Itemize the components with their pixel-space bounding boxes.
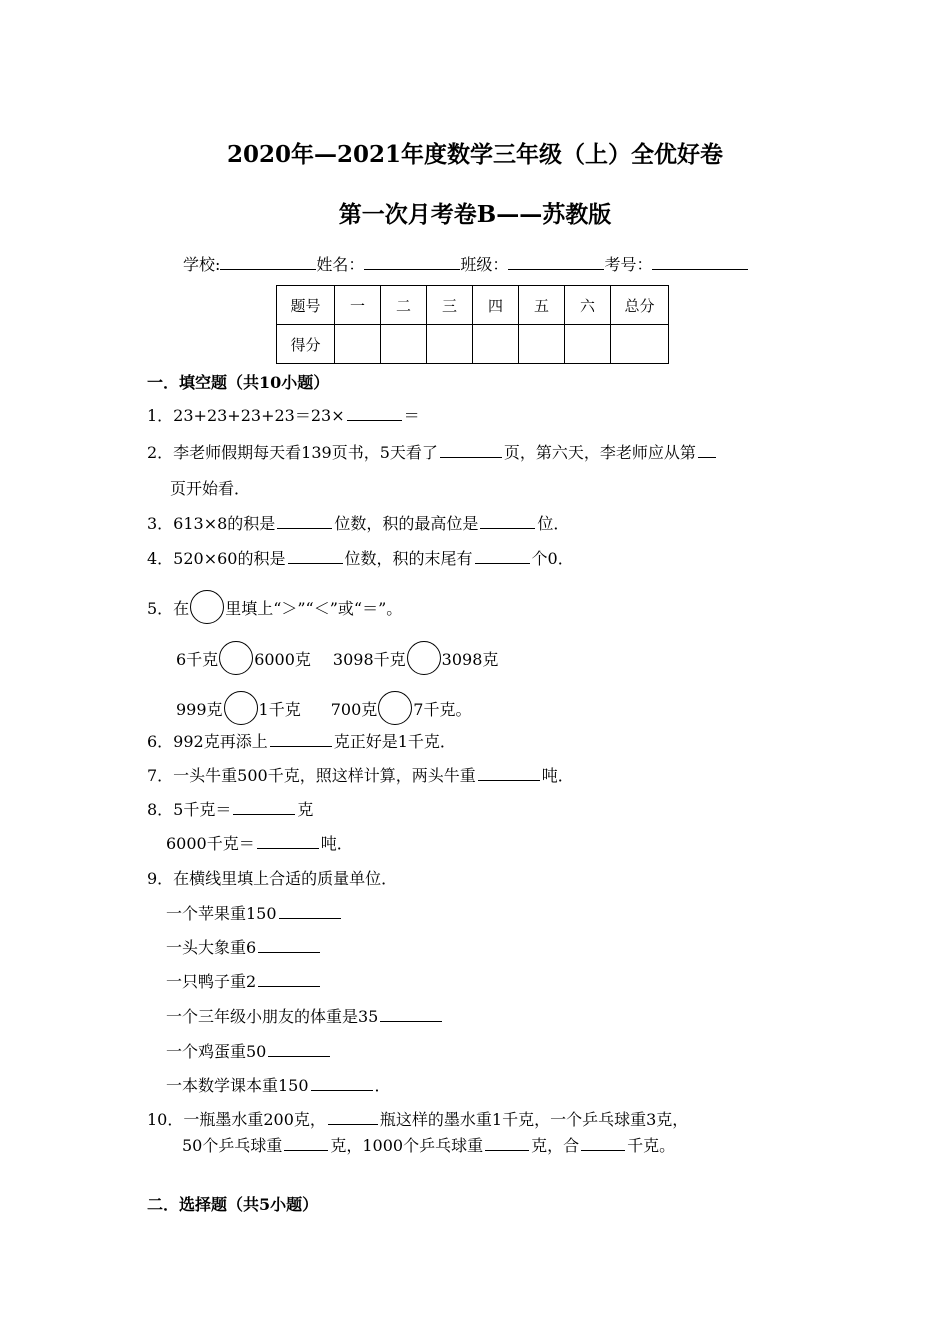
question-text: 页，第六天，李老师应从第: [503, 443, 696, 462]
question-text: 一本数学课本重150: [166, 1076, 309, 1095]
question-9-item: [166, 1039, 332, 1062]
score-cell[interactable]: [473, 325, 519, 364]
answer-blank[interactable]: [258, 938, 320, 953]
section-heading-fill-blank: 一．填空题（共10小题）: [147, 373, 330, 392]
question-text: 1．23+23+23+23＝23×: [147, 406, 345, 425]
name-blank[interactable]: [364, 255, 460, 270]
question-text: 克，合: [531, 1136, 580, 1155]
school-label: 学校:: [183, 255, 221, 274]
question-text: 3098克: [441, 650, 499, 669]
page-title: 2020年—2021年度数学三年级（上）全优好卷: [226, 141, 724, 168]
question-8: [147, 797, 313, 820]
question-1: [147, 403, 420, 426]
score-cell[interactable]: [519, 325, 565, 364]
question-text: 6千克: [176, 650, 219, 669]
question-text: 位数，积的末尾有: [344, 549, 473, 568]
section-heading-multiple-choice: 二．选择题（共5小题）: [147, 1195, 319, 1214]
question-5-row-2: [176, 691, 471, 725]
question-text: 千克。: [627, 1136, 676, 1155]
circle-blank[interactable]: [378, 691, 412, 725]
question-text: ．: [374, 1076, 391, 1095]
score-cell[interactable]: [427, 325, 473, 364]
answer-blank[interactable]: [478, 766, 540, 781]
question-9-item: [166, 1073, 391, 1096]
score-cell[interactable]: [381, 325, 427, 364]
score-cell[interactable]: [565, 325, 611, 364]
circle-blank[interactable]: [219, 641, 253, 675]
question-text: 3098千克: [332, 650, 406, 669]
question-5-row-1: [176, 641, 498, 675]
header-cell: 二: [381, 286, 427, 325]
question-text: 里填上“＞”“＜”或“＝”。: [225, 599, 403, 618]
question-8-cont: [166, 831, 353, 854]
question-text: 一个苹果重150: [166, 904, 277, 923]
answer-blank[interactable]: [475, 549, 530, 564]
question-text: 999克: [176, 700, 223, 719]
answer-blank[interactable]: [380, 1007, 442, 1022]
student-info-line: [183, 252, 748, 275]
circle-blank[interactable]: [224, 691, 258, 725]
class-blank[interactable]: [508, 255, 604, 270]
answer-blank[interactable]: [233, 800, 295, 815]
question-5: [147, 590, 402, 624]
question-text: 克，1000个乒乓球重: [330, 1136, 484, 1155]
header-cell: 一: [335, 286, 381, 325]
question-text: 一头大象重6: [166, 938, 257, 957]
header-cell: 总分: [611, 286, 669, 325]
question-text: 7千克。: [413, 700, 472, 719]
question-text: 2．李老师假期每天看139页书，5天看了: [147, 443, 438, 462]
header-cell: 六: [565, 286, 611, 325]
question-9-item: [166, 935, 322, 958]
answer-blank[interactable]: [284, 1136, 328, 1151]
question-2-cont: 页开始看．: [170, 479, 251, 498]
question-10-cont: [182, 1133, 675, 1156]
answer-blank[interactable]: [268, 1042, 330, 1057]
answer-blank[interactable]: [581, 1136, 625, 1151]
class-label: 班级：: [460, 255, 509, 274]
header-cell: 三: [427, 286, 473, 325]
question-text: 5．在: [147, 599, 190, 618]
answer-blank[interactable]: [277, 514, 332, 529]
question-text: 6000千克＝: [166, 834, 255, 853]
question-text: 瓶这样的墨水重1千克，一个乒乓球重3克，: [379, 1110, 689, 1129]
question-text: 吨．: [541, 766, 574, 785]
answer-blank[interactable]: [311, 1076, 373, 1091]
answer-blank[interactable]: [480, 514, 535, 529]
question-3: [147, 511, 569, 534]
question-text: 一个鸡蛋重50: [166, 1042, 267, 1061]
question-7: [147, 763, 574, 786]
question-text: 50个乒乓球重: [182, 1136, 283, 1155]
question-text: 一个三年级小朋友的体重是35: [166, 1007, 379, 1026]
answer-blank[interactable]: [485, 1136, 529, 1151]
question-text: 一只鸭子重2: [166, 972, 257, 991]
score-table: [276, 285, 669, 364]
score-table-header-row: [277, 286, 669, 325]
question-text: 克正好是1千克．: [333, 732, 456, 751]
answer-blank[interactable]: [288, 549, 343, 564]
exam-no-label: 考号：: [604, 255, 653, 274]
exam-no-blank[interactable]: [652, 255, 748, 270]
question-text: 8．5千克＝: [147, 800, 232, 819]
question-text: 吨．: [320, 834, 353, 853]
answer-blank[interactable]: [258, 972, 320, 987]
answer-blank[interactable]: [328, 1110, 378, 1125]
question-9-item: [166, 1004, 444, 1027]
question-text: 个0．: [531, 549, 574, 568]
page-subtitle: 第一次月考卷B——苏教版: [338, 201, 612, 228]
question-text: 700克: [330, 700, 378, 719]
question-text: 10．一瓶墨水重200克，: [147, 1110, 326, 1129]
score-label-cell: 得分: [277, 325, 335, 364]
question-6: [147, 729, 456, 752]
question-text: 位．: [537, 514, 570, 533]
question-text: ＝: [403, 406, 420, 425]
question-text: 7．一头牛重500千克，照这样计算，两头牛重: [147, 766, 476, 785]
header-cell: 题号: [277, 286, 335, 325]
question-text: 6000克: [254, 650, 311, 669]
question-9-item: [166, 901, 343, 924]
answer-blank[interactable]: [698, 443, 716, 458]
question-text: 3．613×8的积是: [147, 514, 276, 533]
answer-blank[interactable]: [440, 443, 502, 458]
answer-blank[interactable]: [257, 834, 319, 849]
question-text: 1千克: [258, 700, 301, 719]
school-blank[interactable]: [220, 255, 316, 270]
answer-blank[interactable]: [347, 406, 402, 421]
question-4: [147, 546, 574, 569]
name-label: 姓名：: [316, 255, 365, 274]
header-cell: 四: [473, 286, 519, 325]
score-table-score-row: [277, 325, 669, 364]
circle-blank[interactable]: [190, 590, 224, 624]
answer-blank[interactable]: [270, 732, 332, 747]
header-cell: 五: [519, 286, 565, 325]
question-text: 位数，积的最高位是: [334, 514, 479, 533]
question-text: 6．992克再添上: [147, 732, 268, 751]
question-2: [147, 440, 718, 463]
question-10: [147, 1107, 688, 1130]
question-text: 4．520×60的积是: [147, 549, 286, 568]
question-9: 9．在横线里填上合适的质量单位．: [147, 869, 398, 888]
circle-blank[interactable]: [407, 641, 441, 675]
question-9-item: [166, 969, 322, 992]
answer-blank[interactable]: [279, 904, 341, 919]
score-cell[interactable]: [611, 325, 669, 364]
score-cell[interactable]: [335, 325, 381, 364]
question-text: 克: [297, 800, 314, 819]
